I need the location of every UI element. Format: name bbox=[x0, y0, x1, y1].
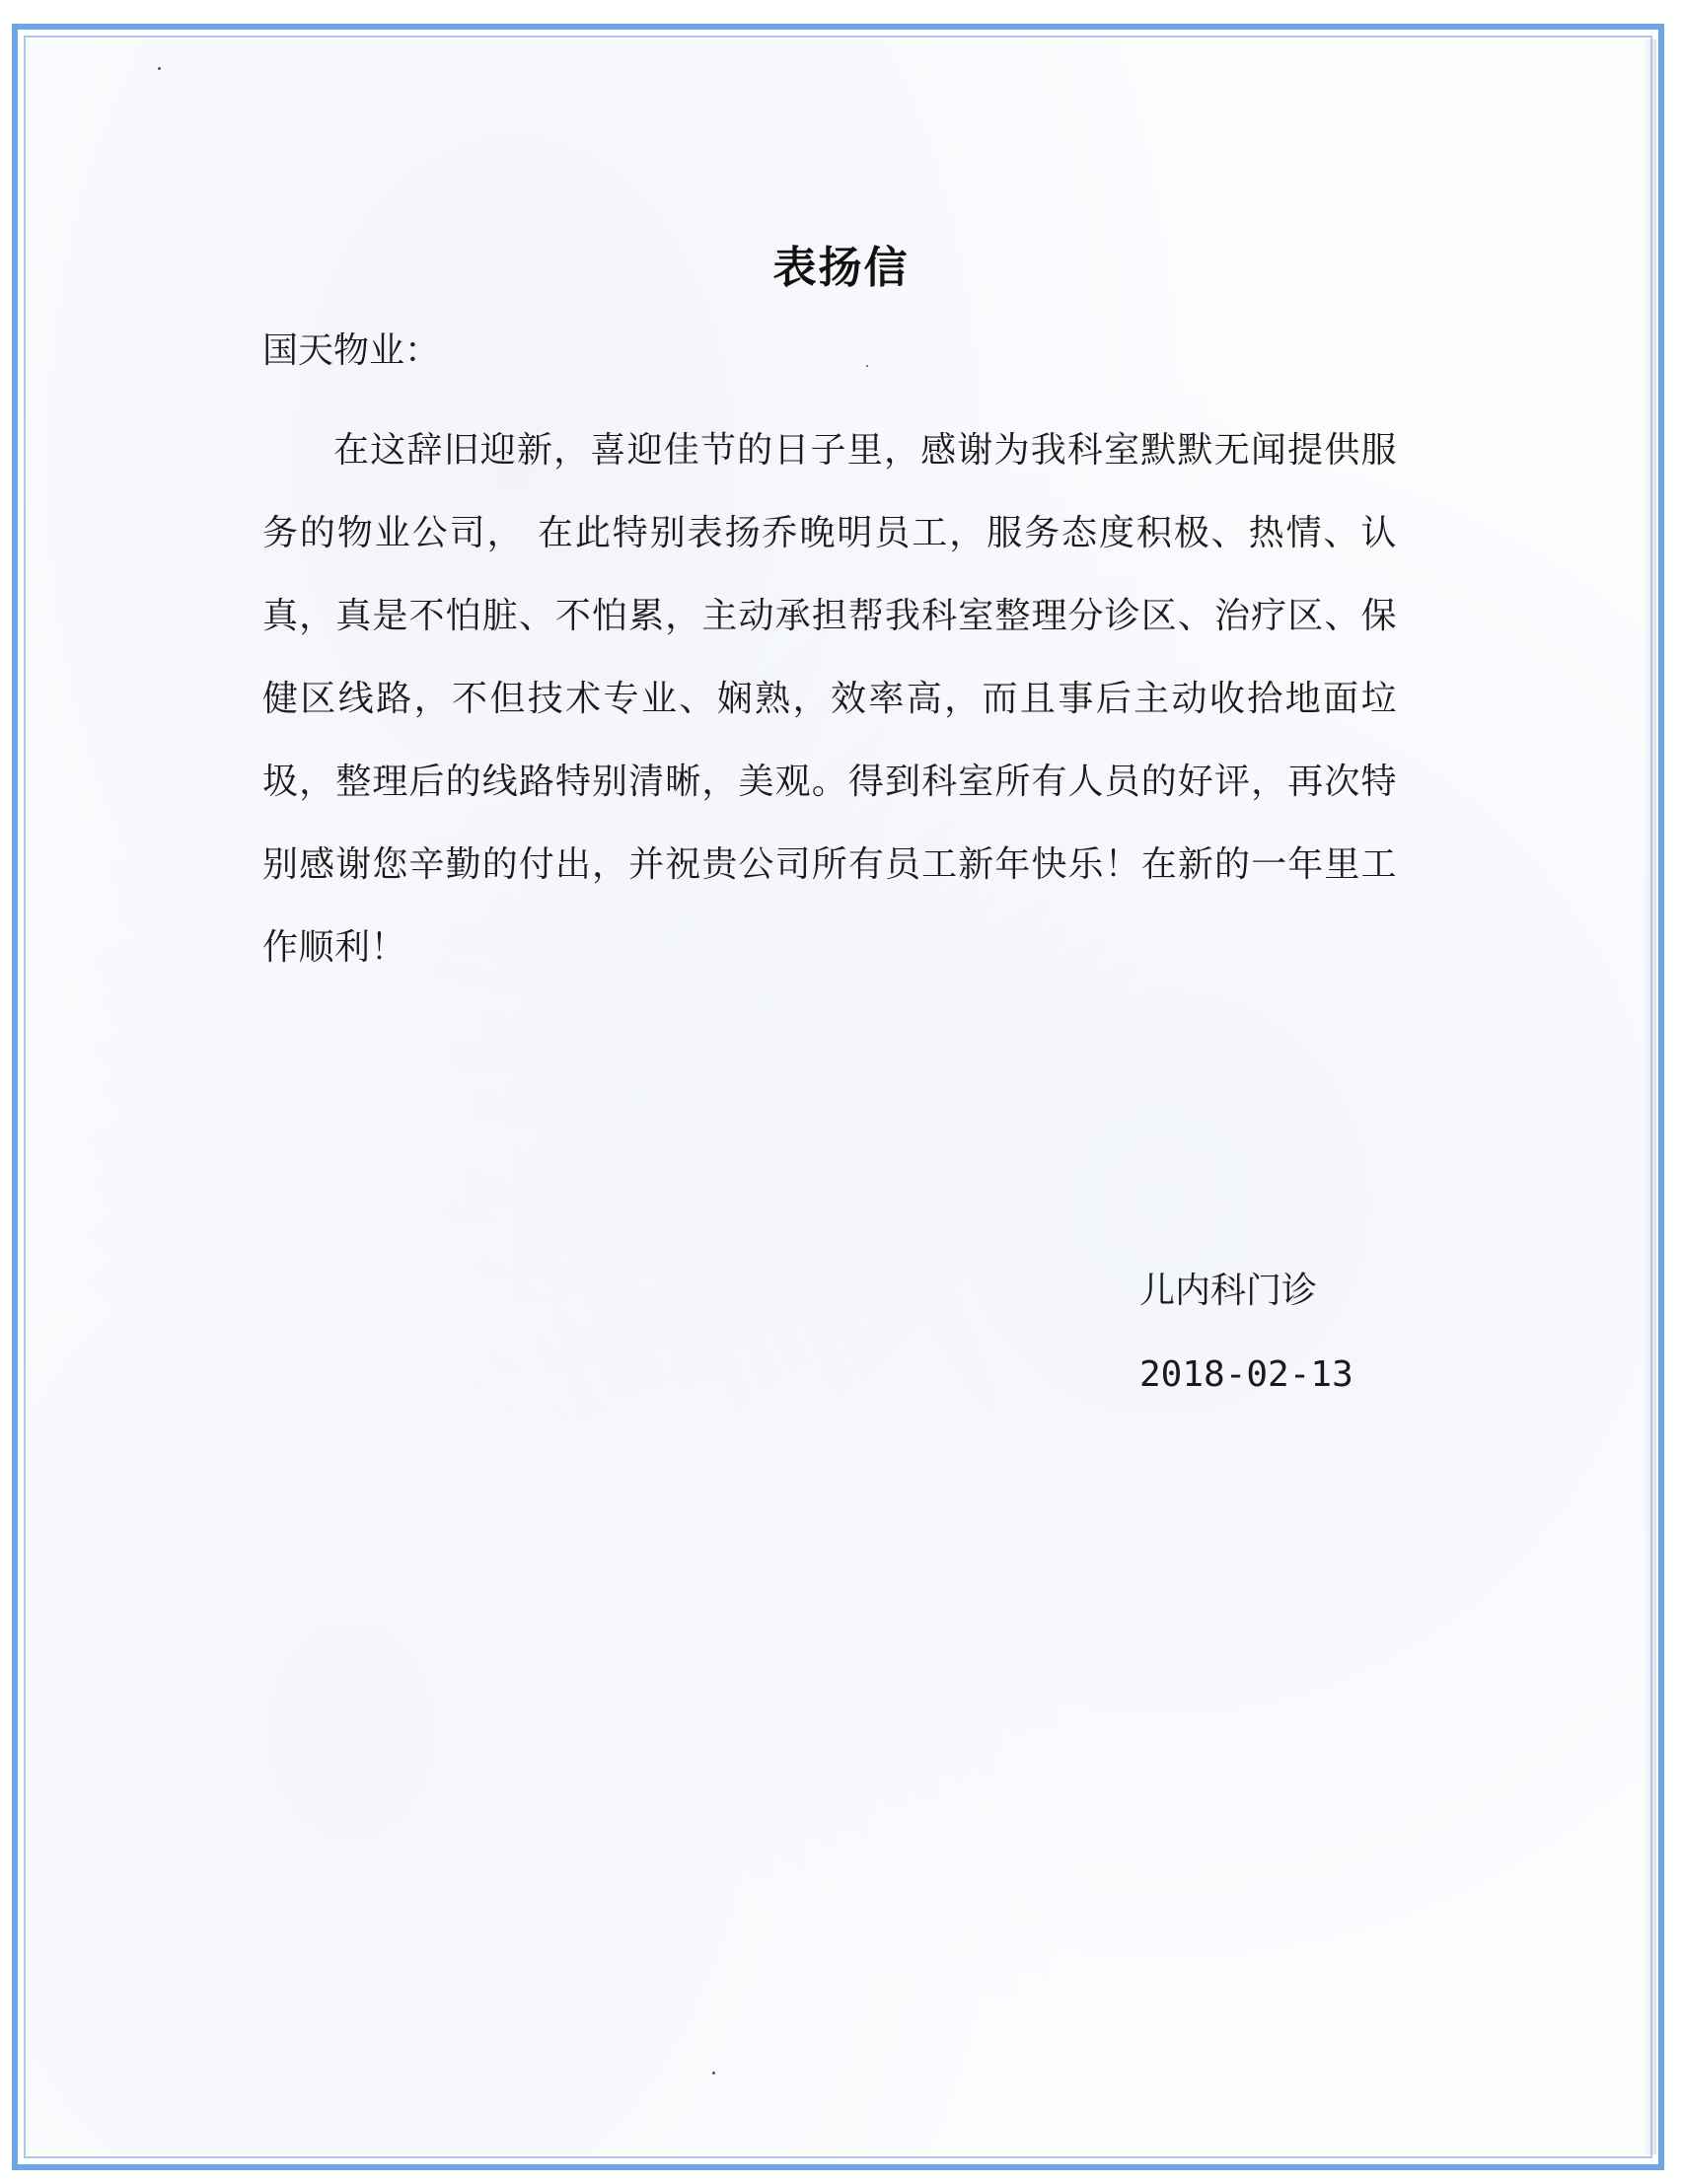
paper-speck bbox=[158, 67, 161, 70]
paper-edge-shadow bbox=[1645, 39, 1656, 2154]
letter-body: 在这辞旧迎新，喜迎佳节的日子里，感谢为我科室默默无闻提供服务的物业公司， 在此特别表扬乔晚明员工，服务态度积极、热情、认真，真是不怕脏、不怕累，主动承担帮我科室整理分诊区、治疗区、保健区线路，不但技术专业、娴熟，效率高，而且事后主动收拾地面垃圾，整理后的线路特别清晰，美观。得到科室所有人员的好评，再次特别感谢您辛勤的付出，并祝贵公司所有员工新年快乐！在新的一年里工作顺利！ bbox=[262, 430, 1397, 968]
letter-date: 2018-02-13 bbox=[1139, 1354, 1353, 1395]
letter-title: 表扬信 bbox=[772, 243, 910, 293]
paper-speck bbox=[712, 2072, 715, 2075]
letter-salutation: 国天物业： bbox=[262, 330, 441, 371]
paper-speck bbox=[866, 365, 868, 367]
letter-signature: 儿内科门诊 bbox=[1139, 1271, 1318, 1311]
